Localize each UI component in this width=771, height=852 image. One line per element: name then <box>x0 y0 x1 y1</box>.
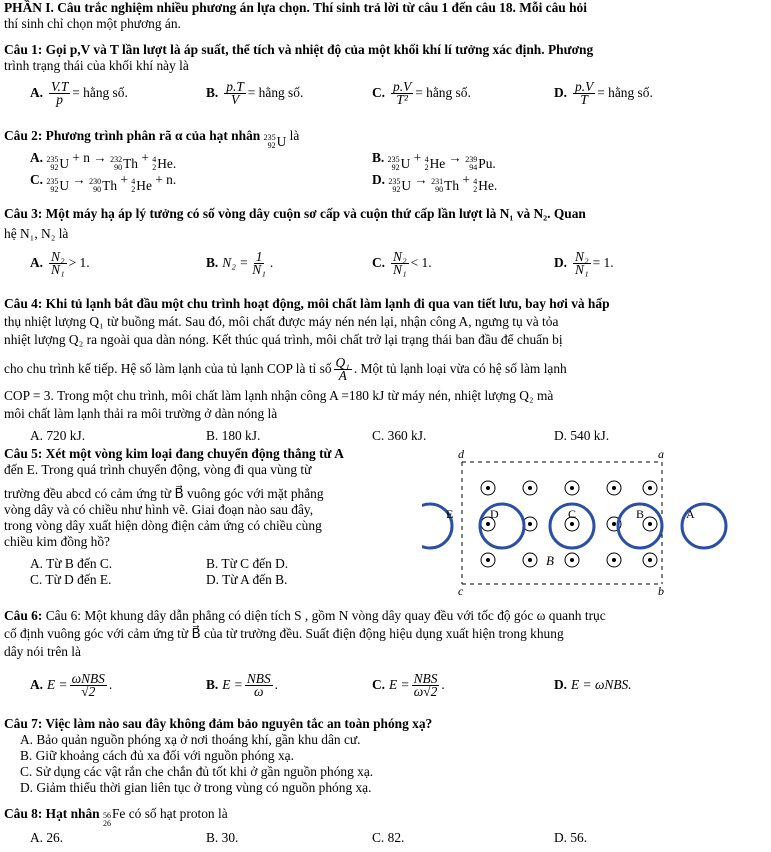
loop-position-d <box>480 504 524 548</box>
q1-option-a[interactable]: A. $\frac{V.T}{p}$ = hằng số. <box>30 78 128 107</box>
q4-option-b[interactable]: B. 180 kJ. <box>206 428 261 443</box>
q4-text-3: nhiệt lượng Q₂ ra ngoài qua dàn nóng. Kết thúc quá trình, môi chất trở lại trạng thái ban đầu để chuẩn bị <box>4 332 563 347</box>
q5-option-a[interactable]: A. Từ B đến C. <box>30 556 113 571</box>
q2-option-b[interactable]: B. 235 92 U + 4 2 He → 239 94 Pu. <box>372 150 496 172</box>
loop-label-d: D <box>490 507 499 521</box>
corner-c-label: c <box>458 584 464 596</box>
q3-option-c[interactable]: C. $\frac{\text{N₂}}{\text{N₁}}$ < 1. <box>372 248 432 277</box>
q4-text-6: môi chất làm lạnh thải ra môi trường ở dàn nóng là <box>4 406 278 421</box>
q4-text-5: COP = 3. Trong một chu trình, môi chất làm lạnh nhận công A =180 kJ từ máy nén, nhiệt lượng Q₂ mà <box>4 388 554 403</box>
q1-text-2: trình trạng thái của khối khí này là <box>4 58 189 73</box>
q7-option-d[interactable]: D. Giảm thiểu thời gian liên tục ở trong vùng có nguồn phóng xạ. <box>20 780 372 795</box>
q3-text-2: hệ N₁, N₂ là <box>4 226 69 241</box>
q5-magnetic-field-figure <box>422 448 771 596</box>
field-b-label: B⃗ <box>546 553 565 568</box>
corner-b-label: b <box>658 584 664 596</box>
q1-option-c[interactable]: C. $\frac{p.V}{\text{T²}}$ = hằng số. <box>372 78 471 107</box>
q3-option-d[interactable]: D. $\frac{\text{N₂}}{\text{N₁}}$ = 1. <box>554 248 614 277</box>
q1-text-1: Câu 1: Gọi p,V và T lần lượt là áp suất, thể tích và nhiệt độ của một khối khí lí tưởng xác định. Phương <box>4 42 594 57</box>
q5-text-1: Câu 5: Xét một vòng kim loại đang chuyển động thẳng từ A <box>4 446 344 461</box>
q3-option-b[interactable]: B. N₂ = $\frac{1}{\text{N₁}}$ . <box>206 248 274 277</box>
q4-option-d[interactable]: D. 540 kJ. <box>554 428 610 443</box>
loop-label-e: E <box>446 507 454 521</box>
q8-option-d[interactable]: D. 56. <box>554 830 588 845</box>
q7-option-b[interactable]: B. Giữ khoảng cách đủ xa đối với nguồn phóng xạ. <box>20 748 294 763</box>
q5-option-d[interactable]: D. Từ A đến B. <box>206 572 288 587</box>
q1-option-d[interactable]: D. $\frac{p.V}{T}$ = hằng số. <box>554 78 653 107</box>
corner-a-label: a <box>658 448 664 461</box>
q2-option-a[interactable]: A. 235 92 U + n → 232 90 Th + 4 2 He. <box>30 150 177 172</box>
q4-text-1: Câu 4: Khi tủ lạnh bắt đầu một chu trình hoạt động, môi chất làm lạnh đi qua van tiết lưu, bay hơi và hấp <box>4 296 610 311</box>
field-dots-row-3 <box>481 553 657 567</box>
q1-options <box>4 80 767 106</box>
q2-text: Câu 2: Phương trình phân rã α của hạt nhân 235 92 U là <box>4 128 300 150</box>
q6-option-c[interactable]: C. E = $\frac{\text{NBS}}{\omega√2}$ . <box>372 670 445 699</box>
q6-text-3: dây nói trên là <box>4 644 81 659</box>
q4-text-4: cho chu trình kế tiếp. Hệ số làm lạnh của tủ lạnh COP là tỉ số $\frac{\text{Q₁}}{A}$ . Một tủ lạnh loại vừa có hệ số làm lạnh <box>4 354 567 383</box>
q5-text-5: trong vòng dây xuất hiện dòng điện cảm ứng có chiều cùng <box>4 518 322 533</box>
q4-text-2: thụ nhiệt lượng Q₁ từ buồng mát. Sau đó, môi chất được máy nén nén lại, nhận công A, ngưng tụ và tỏa <box>4 314 559 329</box>
q6-options <box>4 672 767 698</box>
q5-text-4: vòng dây và có chiều như hình vẽ. Giai đoạn nào sau đây, <box>4 502 314 517</box>
field-dots-row-1 <box>481 481 657 495</box>
q8-text: Câu 8: Hạt nhân 56 26 Fe có số hạt proton là <box>4 806 228 828</box>
section-header-2: thí sinh chỉ chọn một phương án. <box>4 16 181 31</box>
q3-options <box>4 250 767 276</box>
q1-option-b[interactable]: B. $\frac{p.T}{V}$ = hằng số. <box>206 78 304 107</box>
q5-text-6: chiều kim đồng hồ? <box>4 534 110 549</box>
q5-text-3: trường đều abcd có cảm ứng từ B⃗ vuông góc với mặt phẳng <box>4 486 324 501</box>
q4-option-a[interactable]: A. 720 kJ. <box>30 428 86 443</box>
q6-text-2: cố định vuông góc với cảm ứng từ B⃗ của từ trường đều. Suất điện động hiệu dụng xuất hiện trong khung <box>4 626 564 641</box>
q3-option-a[interactable]: A. $\frac{\text{N₂}}{\text{N₁}}$ > 1. <box>30 248 90 277</box>
q8-option-a[interactable]: A. 26. <box>30 830 64 845</box>
q6-text-1: Câu 6: Câu 6: Một khung dây dẫn phẳng có diện tích S , gồm N vòng dây quay đều với tốc độ góc ω quanh trục <box>4 608 606 623</box>
loop-label-a: A <box>686 507 695 521</box>
q4-option-c[interactable]: C. 360 kJ. <box>372 428 427 443</box>
q6-option-d[interactable]: D. E = ωNBS. <box>554 677 632 692</box>
q6-option-b[interactable]: B. E = $\frac{\text{NBS}}{\omega}$ . <box>206 670 279 699</box>
loop-label-c: C <box>568 507 577 521</box>
corner-d-label: d <box>458 448 464 461</box>
q5-text-2: đến E. Trong quá trình chuyển động, vòng đi qua vùng từ <box>4 462 312 477</box>
q2-option-d[interactable]: D. 235 92 U → 231 90 Th + 4 2 He. <box>372 172 498 194</box>
q3-text-1: Câu 3: Một máy hạ áp lý tưởng có số vòng dây cuộn sơ cấp và cuộn thứ cấp lần lượt là N₁ và N₂. Quan <box>4 206 586 221</box>
section-header: PHẦN I. Câu trắc nghiệm nhiều phương án lựa chọn. Thí sinh trả lời từ câu 1 đến câu 18. Mỗi câu hỏi <box>4 0 587 15</box>
loop-label-b: B <box>636 507 645 521</box>
q7-option-c[interactable]: C. Sử dụng các vật rắn che chắn đủ tốt khi ở gần nguồn phóng xạ. <box>20 764 374 779</box>
q5-option-c[interactable]: C. Từ D đến E. <box>30 572 112 587</box>
q6-option-a[interactable]: A. E = $\frac{\text{ωNBS}}{√2}$ . <box>30 670 113 699</box>
q7-text: Câu 7: Việc làm nào sau đây không đảm bảo nguyên tắc an toàn phóng xạ? <box>4 716 433 731</box>
q7-option-a[interactable]: A. Bảo quản nguồn phóng xạ ở nơi thoáng khí, gần khu dân cư. <box>20 732 361 747</box>
q8-option-c[interactable]: C. 82. <box>372 830 405 845</box>
q8-option-b[interactable]: B. 30. <box>206 830 239 845</box>
q2-option-c[interactable]: C. 235 92 U → 230 90 Th + 4 2 He + n. <box>30 172 177 194</box>
q5-option-b[interactable]: B. Từ C đến D. <box>206 556 289 571</box>
